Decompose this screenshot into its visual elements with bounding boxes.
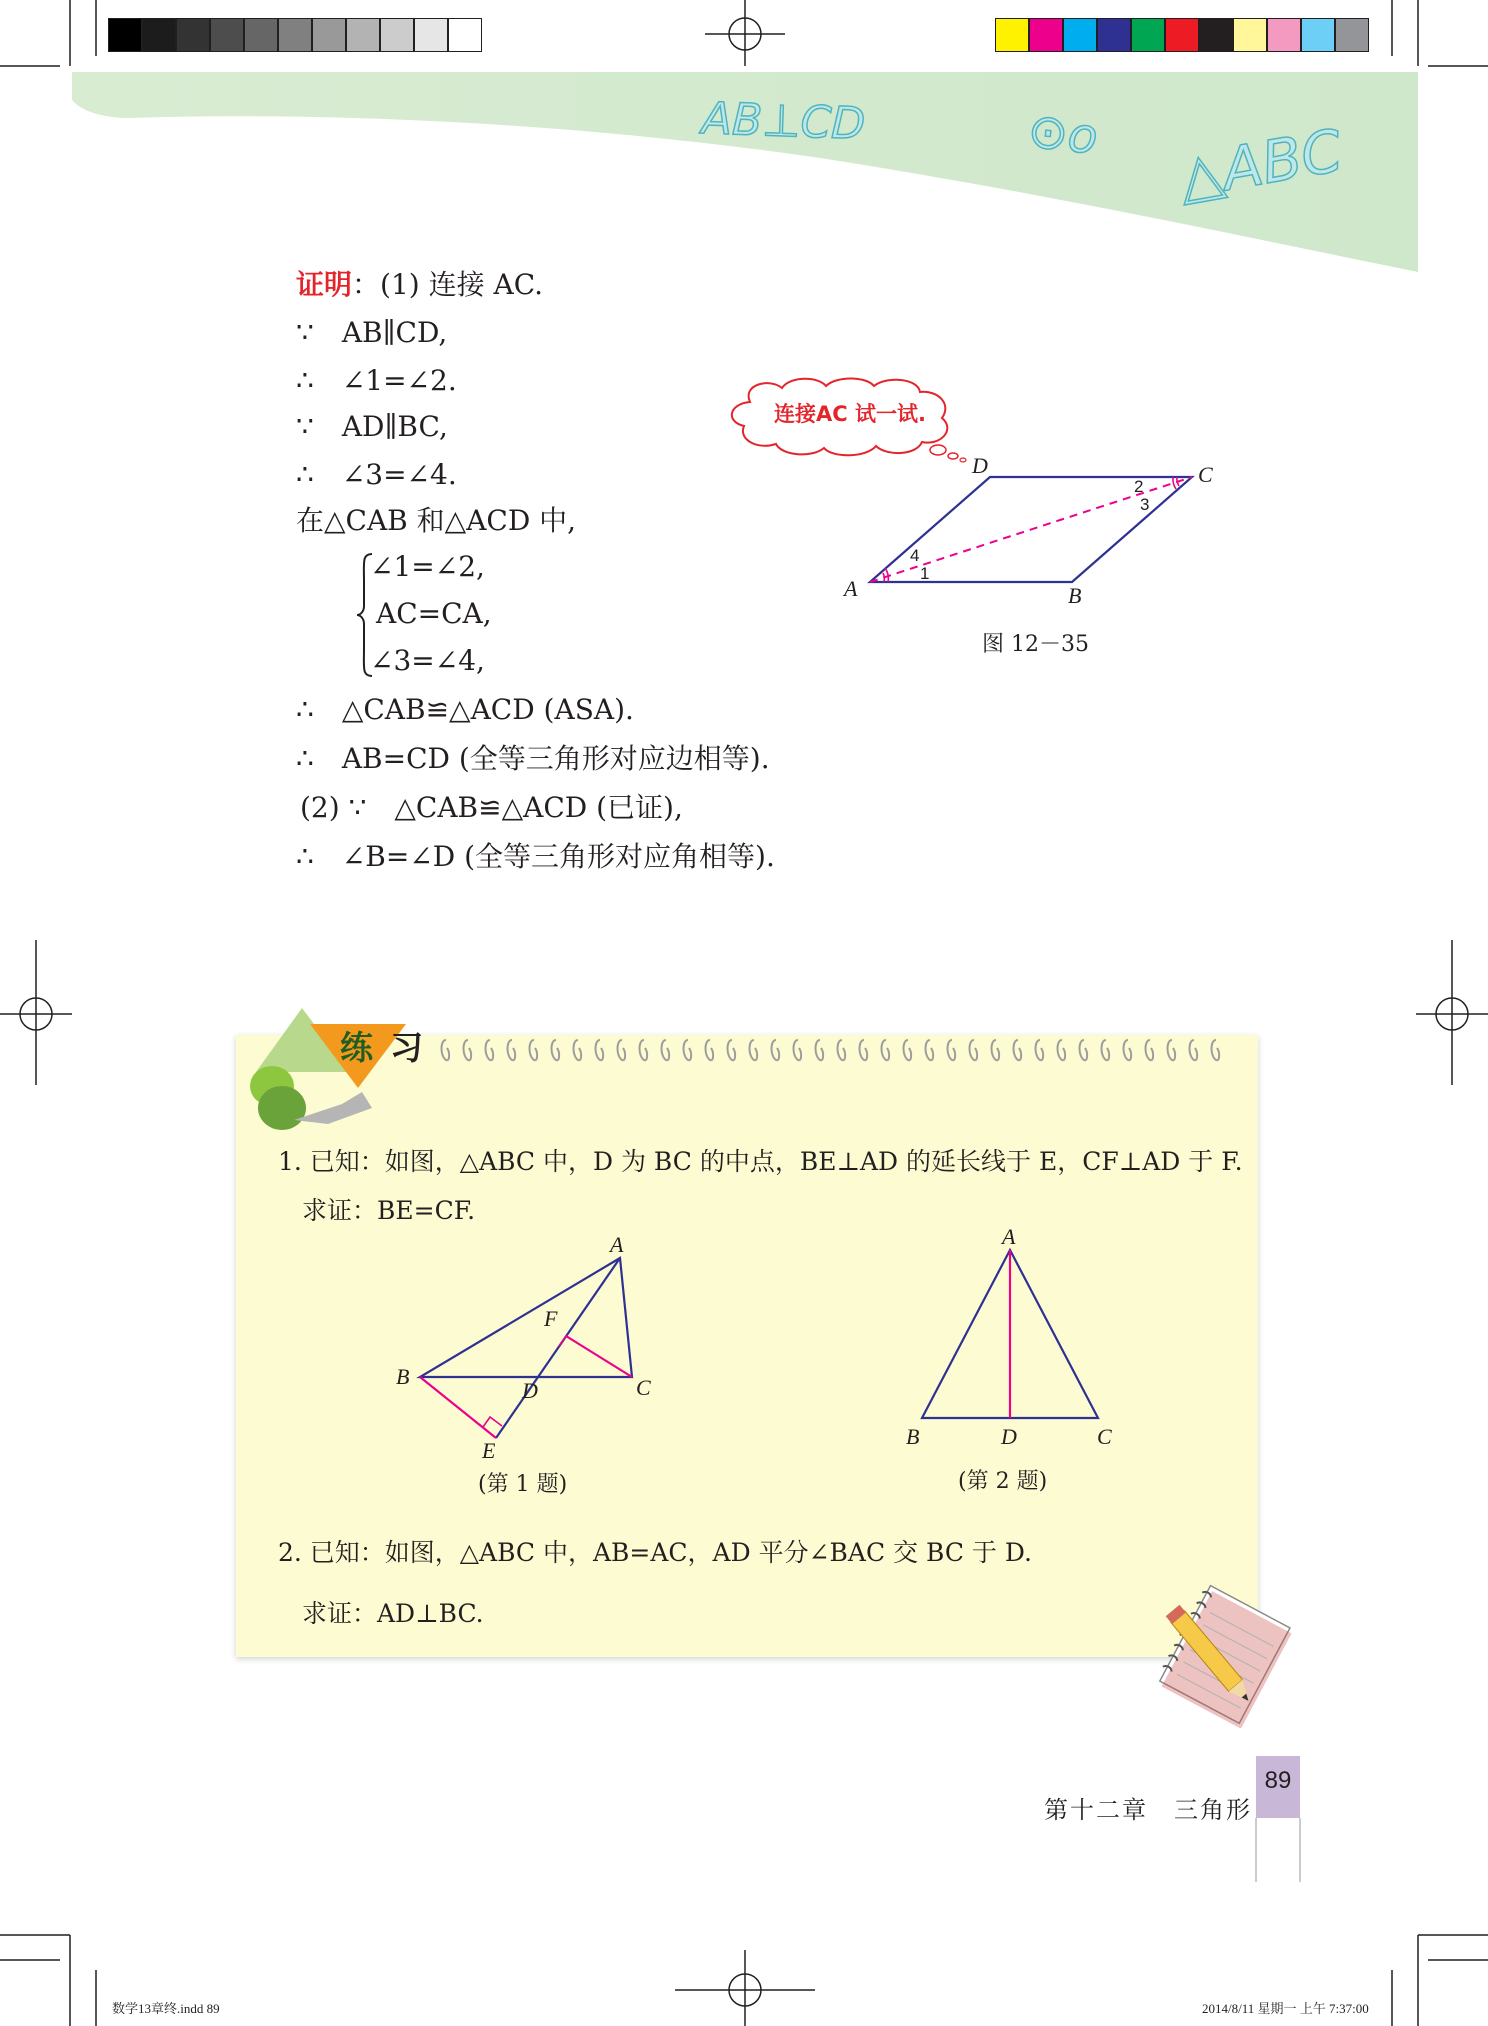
binding-ring [860, 1040, 868, 1060]
binding-ring [904, 1040, 912, 1060]
proof-line-4: ∵ AD∥BC, [296, 410, 448, 443]
binding-ring [992, 1040, 1000, 1060]
q1-point-e: E [482, 1438, 496, 1460]
binding-ring [1212, 1040, 1220, 1060]
binding-ring [838, 1040, 846, 1060]
q1-point-c: C [636, 1375, 651, 1400]
binding-ring [1058, 1040, 1066, 1060]
color-swatch [108, 18, 142, 52]
binding-ring [1102, 1040, 1110, 1060]
binding-ring [596, 1040, 604, 1060]
header-math-perpendicular: AB⊥CD [701, 93, 867, 150]
binding-ring [750, 1040, 758, 1060]
header-math-triangle: △ABC [1173, 116, 1348, 212]
color-swatch [995, 18, 1029, 52]
q1-point-a: A [610, 1232, 624, 1257]
proof-line-12: (2) ∵ △CAB≌△ACD (已证), [300, 791, 683, 824]
color-swatch [142, 18, 176, 52]
proof-line-11: ∴ AB=CD (全等三角形对应边相等). [296, 742, 770, 775]
color-swatch [210, 18, 244, 52]
binding-ring [1036, 1040, 1044, 1060]
binding-ring [772, 1040, 780, 1060]
color-swatch [312, 18, 346, 52]
color-swatch [380, 18, 414, 52]
question-1-text: 1. 已知：如图，△ABC 中，D 为 BC 的中点，BE⊥AD 的延长线于 E，CF⊥AD 于 F. [278, 1147, 1243, 1176]
question-2-text: 2. 已知：如图，△ABC 中，AB=AC，AD 平分∠BAC 交 BC 于 D. [278, 1538, 1032, 1567]
fig1235-point-d: D [972, 455, 988, 478]
fig1235-angle-1: 1 [920, 564, 930, 583]
practice-badge [232, 1000, 452, 1140]
q1-caption: (第 1 题) [478, 1472, 568, 1497]
bubble-text: 连接AC 试一试. [774, 402, 926, 426]
binding-ring [662, 1040, 670, 1060]
figure-12-35 [840, 455, 1240, 615]
proof-line-13: ∴ ∠B=∠D (全等三角形对应角相等). [296, 840, 775, 873]
color-swatch [346, 18, 380, 52]
color-swatch [414, 18, 448, 52]
binding-ring [640, 1040, 648, 1060]
figure-q1 [390, 1230, 670, 1460]
fig1235-angle-3: 3 [1140, 495, 1150, 514]
color-swatch [448, 18, 482, 52]
binding-ring [552, 1040, 560, 1060]
color-swatch [1029, 18, 1063, 52]
binding-ring [508, 1040, 516, 1060]
binding-ring [684, 1040, 692, 1060]
color-swatch [1165, 18, 1199, 52]
binding-ring [816, 1040, 824, 1060]
binding-ring [464, 1040, 472, 1060]
proof-system-3: ∠3=∠4, [370, 644, 485, 677]
color-swatch [1097, 18, 1131, 52]
color-swatch [1335, 18, 1369, 52]
q1-point-d: D [522, 1378, 538, 1403]
color-swatch [1063, 18, 1097, 52]
proof-label: 证明 [296, 268, 353, 301]
binding-ring [618, 1040, 626, 1060]
fig1235-point-a: A [844, 576, 858, 601]
binding-ring [486, 1040, 494, 1060]
file-slug: 数学13章终.indd 89 [112, 2001, 220, 2016]
proof-system-2: AC=CA, [376, 597, 492, 630]
color-swatch [1233, 18, 1267, 52]
proof-line-5: ∴ ∠3=∠4. [296, 458, 457, 491]
binding-ring [1168, 1040, 1176, 1060]
binding-ring [882, 1040, 890, 1060]
q2-point-d: D [1001, 1424, 1017, 1449]
binding-ring [530, 1040, 538, 1060]
binding-ring [1190, 1040, 1198, 1060]
fig1235-angle-2: 2 [1134, 477, 1144, 496]
notepad-pencil-icon [1140, 1578, 1300, 1728]
binding-ring [728, 1040, 736, 1060]
practice-title-char-1: 练 [340, 1028, 373, 1067]
binding-ring [794, 1040, 802, 1060]
proof-line-10: ∴ △CAB≌△ACD (ASA). [296, 693, 634, 726]
binding-ring [970, 1040, 978, 1060]
figure-12-35-caption: 图 12－35 [982, 632, 1089, 657]
page-number: 89 [1256, 1756, 1300, 1818]
q1-point-f: F [544, 1306, 558, 1331]
print-datetime: 2014/8/11 星期一 上午 7:37:00 [1202, 2001, 1369, 2016]
figure-q2 [900, 1222, 1130, 1452]
binding-ring [1124, 1040, 1132, 1060]
color-swatch [244, 18, 278, 52]
color-swatch [1301, 18, 1335, 52]
header-math-circle: ⊙o [1025, 102, 1101, 166]
color-swatch [1267, 18, 1301, 52]
color-swatch [278, 18, 312, 52]
proof-line-6: 在△CAB 和△ACD 中, [296, 504, 577, 537]
question-2-prove: 求证：AD⊥BC. [302, 1599, 484, 1628]
practice-title-char-2: 习 [390, 1028, 423, 1067]
fig1235-point-b: B [1068, 583, 1082, 608]
q2-point-a: A [1002, 1224, 1016, 1249]
binding-ring [926, 1040, 934, 1060]
proof-line-3: ∴ ∠1=∠2. [296, 364, 457, 397]
binding-ring [1080, 1040, 1088, 1060]
proof-line-2: ∵ AB∥CD, [296, 316, 448, 349]
binding-ring [706, 1040, 714, 1060]
binding-ring [574, 1040, 582, 1060]
color-swatch [176, 18, 210, 52]
question-1-prove: 求证：BE=CF. [302, 1196, 476, 1225]
q2-point-b: B [906, 1424, 920, 1449]
binding-ring [948, 1040, 956, 1060]
color-swatch [1199, 18, 1233, 52]
binding-ring [1014, 1040, 1022, 1060]
binding-ring [1146, 1040, 1154, 1060]
q1-point-b: B [396, 1364, 410, 1389]
q2-point-c: C [1097, 1424, 1112, 1449]
fig1235-angle-4: 4 [910, 546, 920, 565]
proof-line-1: 证明：(1) 连接 AC. [296, 268, 544, 301]
color-swatch [1131, 18, 1165, 52]
fig1235-point-c: C [1198, 462, 1213, 487]
chapter-footer: 第十二章 三角形 [1044, 1796, 1252, 1824]
q2-caption: (第 2 题) [958, 1469, 1048, 1494]
proof-system-1: ∠1=∠2, [370, 550, 485, 583]
diagonal-ac [870, 477, 1192, 582]
